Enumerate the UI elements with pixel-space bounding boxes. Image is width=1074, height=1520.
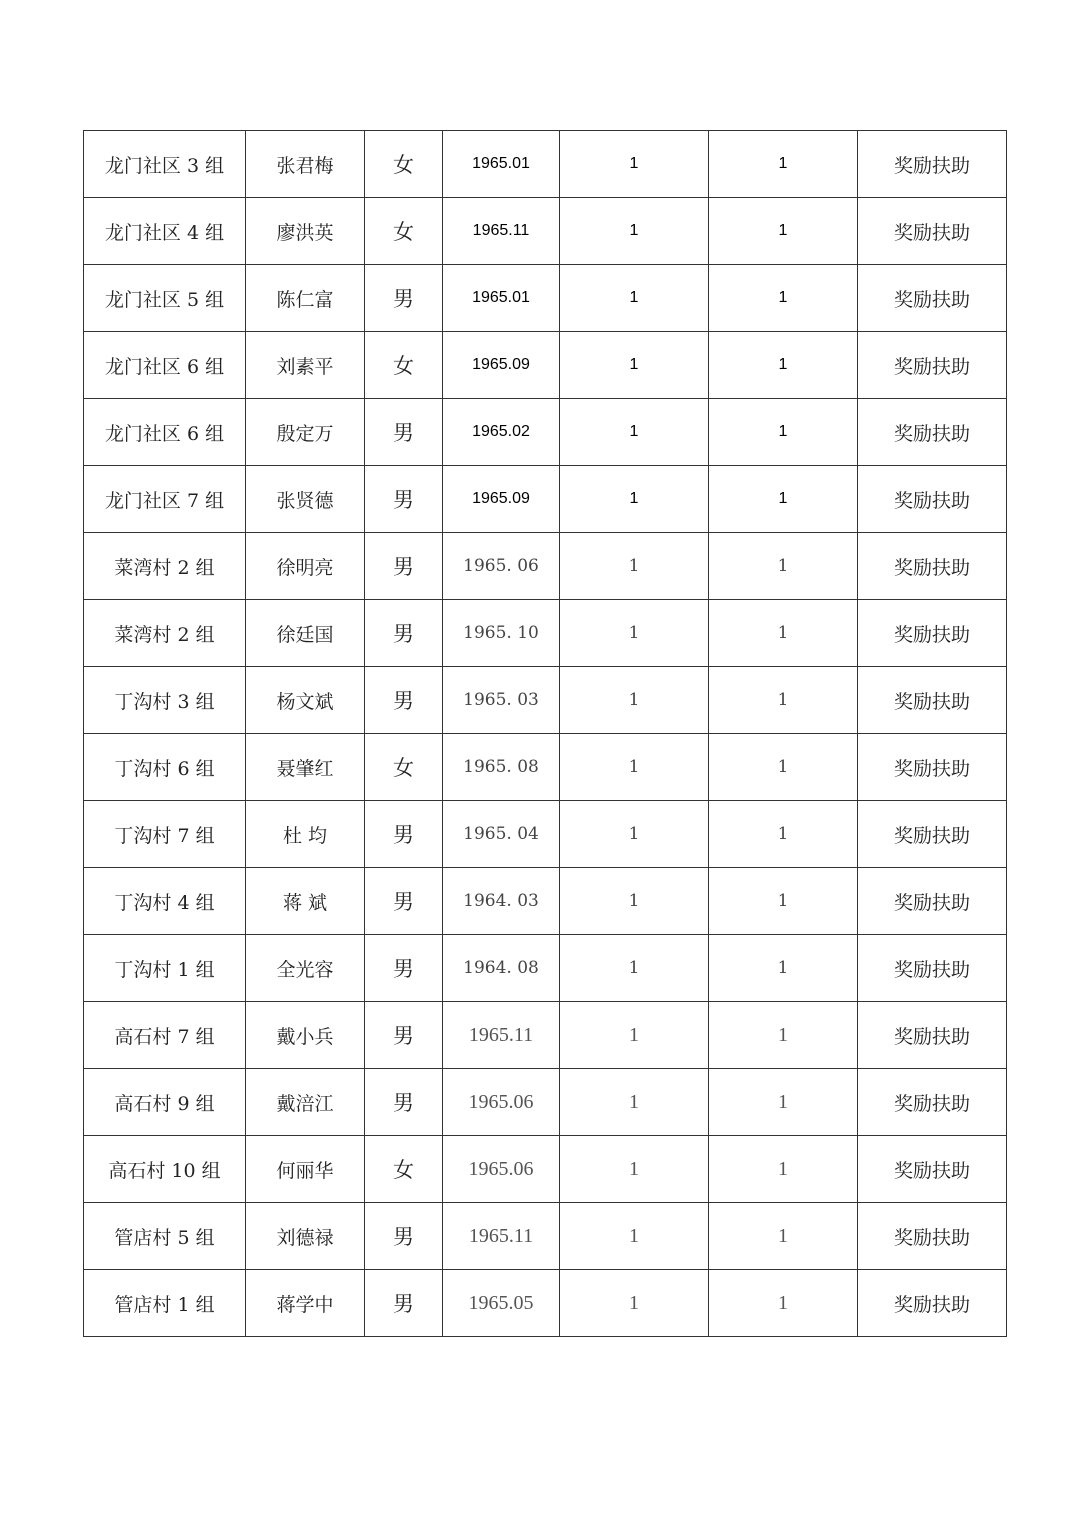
cell-count-a: 1 <box>560 131 709 198</box>
cell-support-type: 奖励扶助 <box>858 466 1007 533</box>
cell-support-type: 奖励扶助 <box>858 131 1007 198</box>
cell-support-type: 奖励扶助 <box>858 1002 1007 1069</box>
beneficiary-table <box>83 130 1007 1337</box>
cell-name: 戴涪江 <box>246 1069 365 1136</box>
table-row <box>84 1069 1007 1136</box>
cell-support-type: 奖励扶助 <box>858 935 1007 1002</box>
cell-location: 丁沟村 6 组 <box>84 734 246 801</box>
cell-birth-date: 1964. 03 <box>443 868 560 935</box>
cell-birth-date: 1965.01 <box>443 131 560 198</box>
cell-count-b: 1 <box>709 868 858 935</box>
cell-count-a: 1 <box>560 198 709 265</box>
table-row <box>84 935 1007 1002</box>
cell-name: 陈仁富 <box>246 265 365 332</box>
cell-count-b: 1 <box>709 667 858 734</box>
cell-count-b: 1 <box>709 131 858 198</box>
cell-count-b: 1 <box>709 332 858 399</box>
cell-count-b: 1 <box>709 1270 858 1337</box>
cell-name: 徐明亮 <box>246 533 365 600</box>
cell-count-a: 1 <box>560 1270 709 1337</box>
table-row <box>84 1136 1007 1203</box>
table-row <box>84 399 1007 466</box>
cell-gender: 男 <box>365 1203 443 1270</box>
table-row <box>84 131 1007 198</box>
cell-location: 管店村 5 组 <box>84 1203 246 1270</box>
cell-birth-date: 1965.11 <box>443 1002 560 1069</box>
cell-gender: 男 <box>365 399 443 466</box>
cell-count-a: 1 <box>560 1136 709 1203</box>
table-row <box>84 466 1007 533</box>
table-row <box>84 667 1007 734</box>
cell-support-type: 奖励扶助 <box>858 1270 1007 1337</box>
cell-count-b: 1 <box>709 1002 858 1069</box>
cell-birth-date: 1965. 04 <box>443 801 560 868</box>
table-row <box>84 265 1007 332</box>
cell-location: 龙门社区 4 组 <box>84 198 246 265</box>
cell-count-a: 1 <box>560 935 709 1002</box>
cell-name: 徐廷国 <box>246 600 365 667</box>
cell-gender: 女 <box>365 734 443 801</box>
cell-count-b: 1 <box>709 466 858 533</box>
cell-count-a: 1 <box>560 399 709 466</box>
table-row <box>84 1270 1007 1337</box>
cell-support-type: 奖励扶助 <box>858 1203 1007 1270</box>
cell-name: 刘素平 <box>246 332 365 399</box>
cell-birth-date: 1965.05 <box>443 1270 560 1337</box>
cell-location: 菜湾村 2 组 <box>84 533 246 600</box>
cell-name: 杜 均 <box>246 801 365 868</box>
cell-support-type: 奖励扶助 <box>858 1069 1007 1136</box>
cell-count-b: 1 <box>709 198 858 265</box>
cell-count-a: 1 <box>560 265 709 332</box>
cell-location: 龙门社区 5 组 <box>84 265 246 332</box>
cell-birth-date: 1965.11 <box>443 1203 560 1270</box>
cell-count-b: 1 <box>709 1136 858 1203</box>
cell-name: 殷定万 <box>246 399 365 466</box>
cell-count-b: 1 <box>709 1069 858 1136</box>
cell-gender: 男 <box>365 1002 443 1069</box>
cell-count-b: 1 <box>709 600 858 667</box>
cell-birth-date: 1965.01 <box>443 265 560 332</box>
cell-location: 丁沟村 7 组 <box>84 801 246 868</box>
cell-name: 杨文斌 <box>246 667 365 734</box>
cell-location: 丁沟村 3 组 <box>84 667 246 734</box>
table-row <box>84 533 1007 600</box>
cell-support-type: 奖励扶助 <box>858 399 1007 466</box>
cell-gender: 男 <box>365 868 443 935</box>
cell-gender: 男 <box>365 935 443 1002</box>
cell-location: 丁沟村 1 组 <box>84 935 246 1002</box>
cell-name: 张贤德 <box>246 466 365 533</box>
cell-name: 蒋学中 <box>246 1270 365 1337</box>
cell-count-b: 1 <box>709 533 858 600</box>
cell-gender: 男 <box>365 533 443 600</box>
cell-gender: 女 <box>365 198 443 265</box>
cell-gender: 男 <box>365 1069 443 1136</box>
cell-count-b: 1 <box>709 265 858 332</box>
cell-count-a: 1 <box>560 600 709 667</box>
cell-count-a: 1 <box>560 1002 709 1069</box>
cell-name: 廖洪英 <box>246 198 365 265</box>
cell-support-type: 奖励扶助 <box>858 801 1007 868</box>
cell-birth-date: 1965. 06 <box>443 533 560 600</box>
cell-support-type: 奖励扶助 <box>858 332 1007 399</box>
cell-birth-date: 1965. 08 <box>443 734 560 801</box>
cell-location: 龙门社区 6 组 <box>84 399 246 466</box>
cell-location: 丁沟村 4 组 <box>84 868 246 935</box>
cell-location: 高石村 10 组 <box>84 1136 246 1203</box>
cell-count-b: 1 <box>709 935 858 1002</box>
cell-count-b: 1 <box>709 399 858 466</box>
cell-gender: 男 <box>365 466 443 533</box>
cell-birth-date: 1965.09 <box>443 466 560 533</box>
cell-gender: 女 <box>365 1136 443 1203</box>
cell-count-b: 1 <box>709 734 858 801</box>
cell-birth-date: 1965.09 <box>443 332 560 399</box>
cell-name: 刘德禄 <box>246 1203 365 1270</box>
cell-support-type: 奖励扶助 <box>858 600 1007 667</box>
cell-count-b: 1 <box>709 1203 858 1270</box>
table-row <box>84 734 1007 801</box>
cell-birth-date: 1965.06 <box>443 1136 560 1203</box>
cell-count-a: 1 <box>560 868 709 935</box>
cell-name: 聂肇红 <box>246 734 365 801</box>
table-row <box>84 868 1007 935</box>
cell-count-a: 1 <box>560 332 709 399</box>
cell-count-a: 1 <box>560 466 709 533</box>
cell-support-type: 奖励扶助 <box>858 533 1007 600</box>
cell-birth-date: 1965.06 <box>443 1069 560 1136</box>
cell-location: 高石村 7 组 <box>84 1002 246 1069</box>
cell-name: 张君梅 <box>246 131 365 198</box>
cell-name: 全光容 <box>246 935 365 1002</box>
table-row <box>84 1203 1007 1270</box>
cell-count-a: 1 <box>560 667 709 734</box>
cell-location: 龙门社区 6 组 <box>84 332 246 399</box>
cell-gender: 男 <box>365 600 443 667</box>
cell-gender: 男 <box>365 265 443 332</box>
cell-count-a: 1 <box>560 801 709 868</box>
table-row <box>84 600 1007 667</box>
cell-location: 龙门社区 3 组 <box>84 131 246 198</box>
table-body <box>84 131 1007 1337</box>
cell-name: 戴小兵 <box>246 1002 365 1069</box>
cell-count-a: 1 <box>560 1203 709 1270</box>
cell-location: 菜湾村 2 组 <box>84 600 246 667</box>
cell-birth-date: 1965. 03 <box>443 667 560 734</box>
cell-birth-date: 1965.02 <box>443 399 560 466</box>
cell-support-type: 奖励扶助 <box>858 734 1007 801</box>
cell-support-type: 奖励扶助 <box>858 265 1007 332</box>
cell-count-a: 1 <box>560 734 709 801</box>
table-row <box>84 801 1007 868</box>
table-row <box>84 198 1007 265</box>
cell-support-type: 奖励扶助 <box>858 198 1007 265</box>
cell-birth-date: 1965. 10 <box>443 600 560 667</box>
cell-support-type: 奖励扶助 <box>858 1136 1007 1203</box>
cell-location: 管店村 1 组 <box>84 1270 246 1337</box>
cell-count-a: 1 <box>560 1069 709 1136</box>
cell-support-type: 奖励扶助 <box>858 667 1007 734</box>
cell-birth-date: 1964. 08 <box>443 935 560 1002</box>
cell-count-a: 1 <box>560 533 709 600</box>
cell-birth-date: 1965.11 <box>443 198 560 265</box>
table-row <box>84 1002 1007 1069</box>
cell-gender: 男 <box>365 667 443 734</box>
cell-name: 蒋 斌 <box>246 868 365 935</box>
cell-gender: 男 <box>365 801 443 868</box>
cell-gender: 女 <box>365 131 443 198</box>
cell-count-b: 1 <box>709 801 858 868</box>
cell-name: 何丽华 <box>246 1136 365 1203</box>
cell-gender: 女 <box>365 332 443 399</box>
cell-location: 高石村 9 组 <box>84 1069 246 1136</box>
cell-support-type: 奖励扶助 <box>858 868 1007 935</box>
table-row <box>84 332 1007 399</box>
cell-location: 龙门社区 7 组 <box>84 466 246 533</box>
cell-gender: 男 <box>365 1270 443 1337</box>
